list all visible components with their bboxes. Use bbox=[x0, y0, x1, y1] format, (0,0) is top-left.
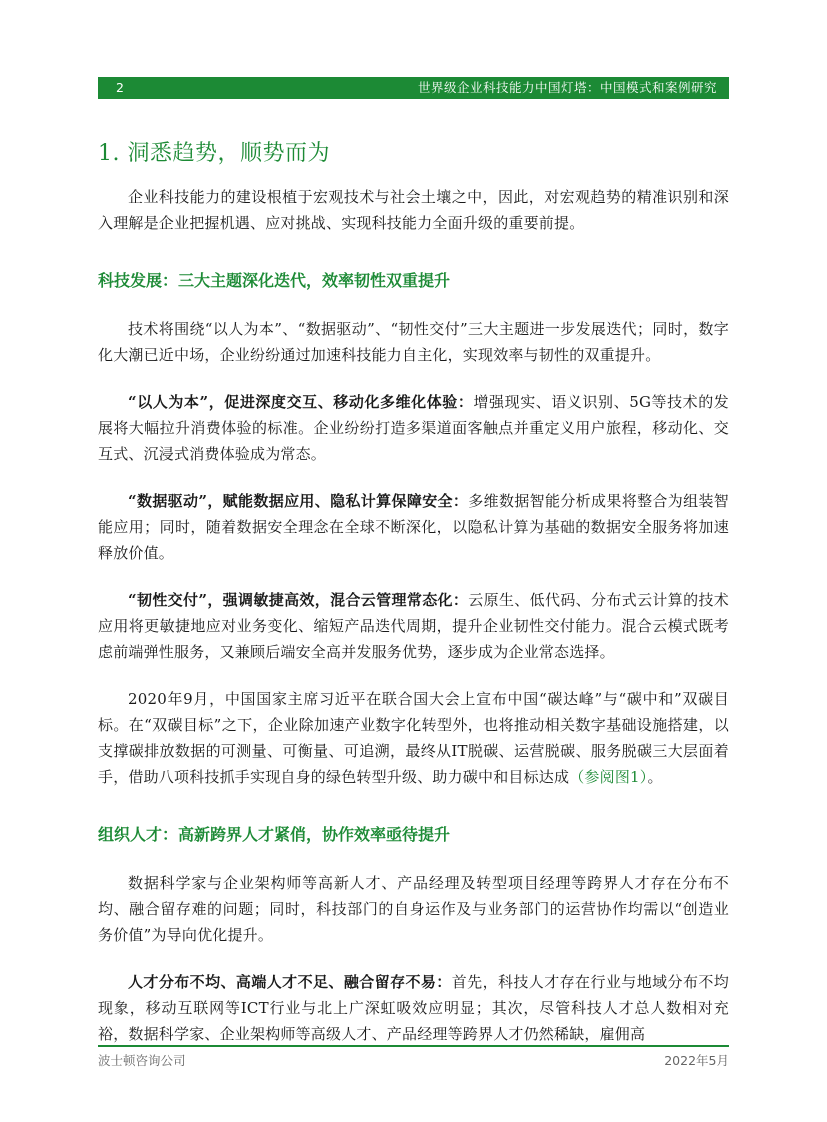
resilient-delivery-lead: “韧性交付”，强调敏捷高效，混合云管理常态化： bbox=[128, 591, 469, 609]
dual-carbon-text: 2020年9月，中国国家主席习近平在联合国大会上宣布中国“碳达峰”与“碳中和”双碳目标。在“双碳目标”之下，企业除加速产业数字化转型外，也将推动相关数字基础设施搭建，以支撑碳排放数据的可测量、可衡量、可追溯，最终从IT脱碳、运营脱碳、服务脱碳三大层面着手，借助八项科技抓手实现自身的绿色转型升级、助力碳中和目标达成 bbox=[98, 690, 729, 786]
tech-heading: 科技发展：三大主题深化迭代，效率韧性双重提升 bbox=[98, 271, 451, 290]
talent-intro-paragraph: 数据科学家与企业架构师等高新人才、产品经理及转型项目经理等跨界人才存在分布不均、融合留存难的问题；同时，科技部门的自身运作及与业务部门的运营协作均需以“创造业务价值”为导向优化提升。 bbox=[98, 874, 729, 944]
tech-paragraph-resilient-delivery bbox=[98, 587, 729, 665]
talent-distribution-lead: 人才分布不均、高端人才不足、融合留存不易： bbox=[128, 973, 452, 991]
running-title: 世界级企业科技能力中国灯塔：中国模式和案例研究 bbox=[417, 80, 717, 95]
dual-carbon-paragraph bbox=[98, 686, 729, 790]
footer-date: 2022年5月 bbox=[664, 1053, 729, 1068]
tech-intro-paragraph: 技术将围绕“以人为本”、“数据驱动”、“韧性交付”三大主题进一步发展迭代；同时，数字化大潮已近中场，企业纷纷通过加速科技能力自主化，实现效率与韧性的双重提升。 bbox=[98, 320, 729, 364]
resilient-delivery-text: 云原生、低代码、分布式云计算的技术应用将更敏捷地应对业务变化、缩短产品迭代周期，提升企业韧性交付能力。混合云模式既考虑前端弹性服务，又兼顾后端安全高并发服务优势，逐步成为企业常态选择。 bbox=[98, 591, 730, 661]
data-driven-text: 多维数据智能分析成果将整合为组装智能应用；同时，随着数据安全理念在全球不断深化，以隐私计算为基础的数据安全服务将加速释放价值。 bbox=[98, 492, 730, 562]
page-number: 2 bbox=[116, 80, 124, 95]
people-first-lead: “以人为本”，促进深度交互、移动化多维化体验： bbox=[128, 393, 474, 411]
tech-paragraph-people-first bbox=[98, 389, 729, 467]
section-intro-paragraph: 企业科技能力的建设根植于宏观技术与社会土壤之中，因此，对宏观趋势的精准识别和深入理解是企业把握机遇、应对挑战、实现科技能力全面升级的重要前提。 bbox=[98, 188, 729, 232]
talent-heading: 组织人才：高新跨界人才紧俏，协作效率亟待提升 bbox=[98, 825, 451, 844]
tech-paragraph-data-driven bbox=[98, 488, 729, 566]
section-title: 1. 洞悉趋势，顺势而为 bbox=[98, 141, 330, 166]
footer-divider bbox=[98, 1045, 729, 1047]
figure-reference-link[interactable]: （参阅图1） bbox=[569, 768, 648, 786]
dual-carbon-end: 。 bbox=[647, 768, 663, 786]
main-content bbox=[98, 136, 729, 1047]
data-driven-lead: “数据驱动”，赋能数据应用、隐私计算保障安全： bbox=[128, 492, 469, 510]
running-header bbox=[98, 77, 729, 99]
talent-paragraph-distribution bbox=[98, 969, 729, 1047]
footer-organization: 波士顿咨询公司 bbox=[98, 1053, 186, 1068]
talent-distribution-text: 首先，科技人才存在行业与地域分布不均现象，移动互联网等ICT行业与北上广深虹吸效应明显；其次，尽管科技人才总人数相对充裕，数据科学家、企业架构师等高级人才、产品经理等跨界人才仍然稀缺，雇佣高 bbox=[98, 973, 729, 1043]
people-first-text: 增强现实、语义识别、5G等技术的发展将大幅拉升消费体验的标准。企业纷纷打造多渠道面客触点并重定义用户旅程，移动化、交互式、沉浸式消费体验成为常态。 bbox=[98, 393, 730, 463]
